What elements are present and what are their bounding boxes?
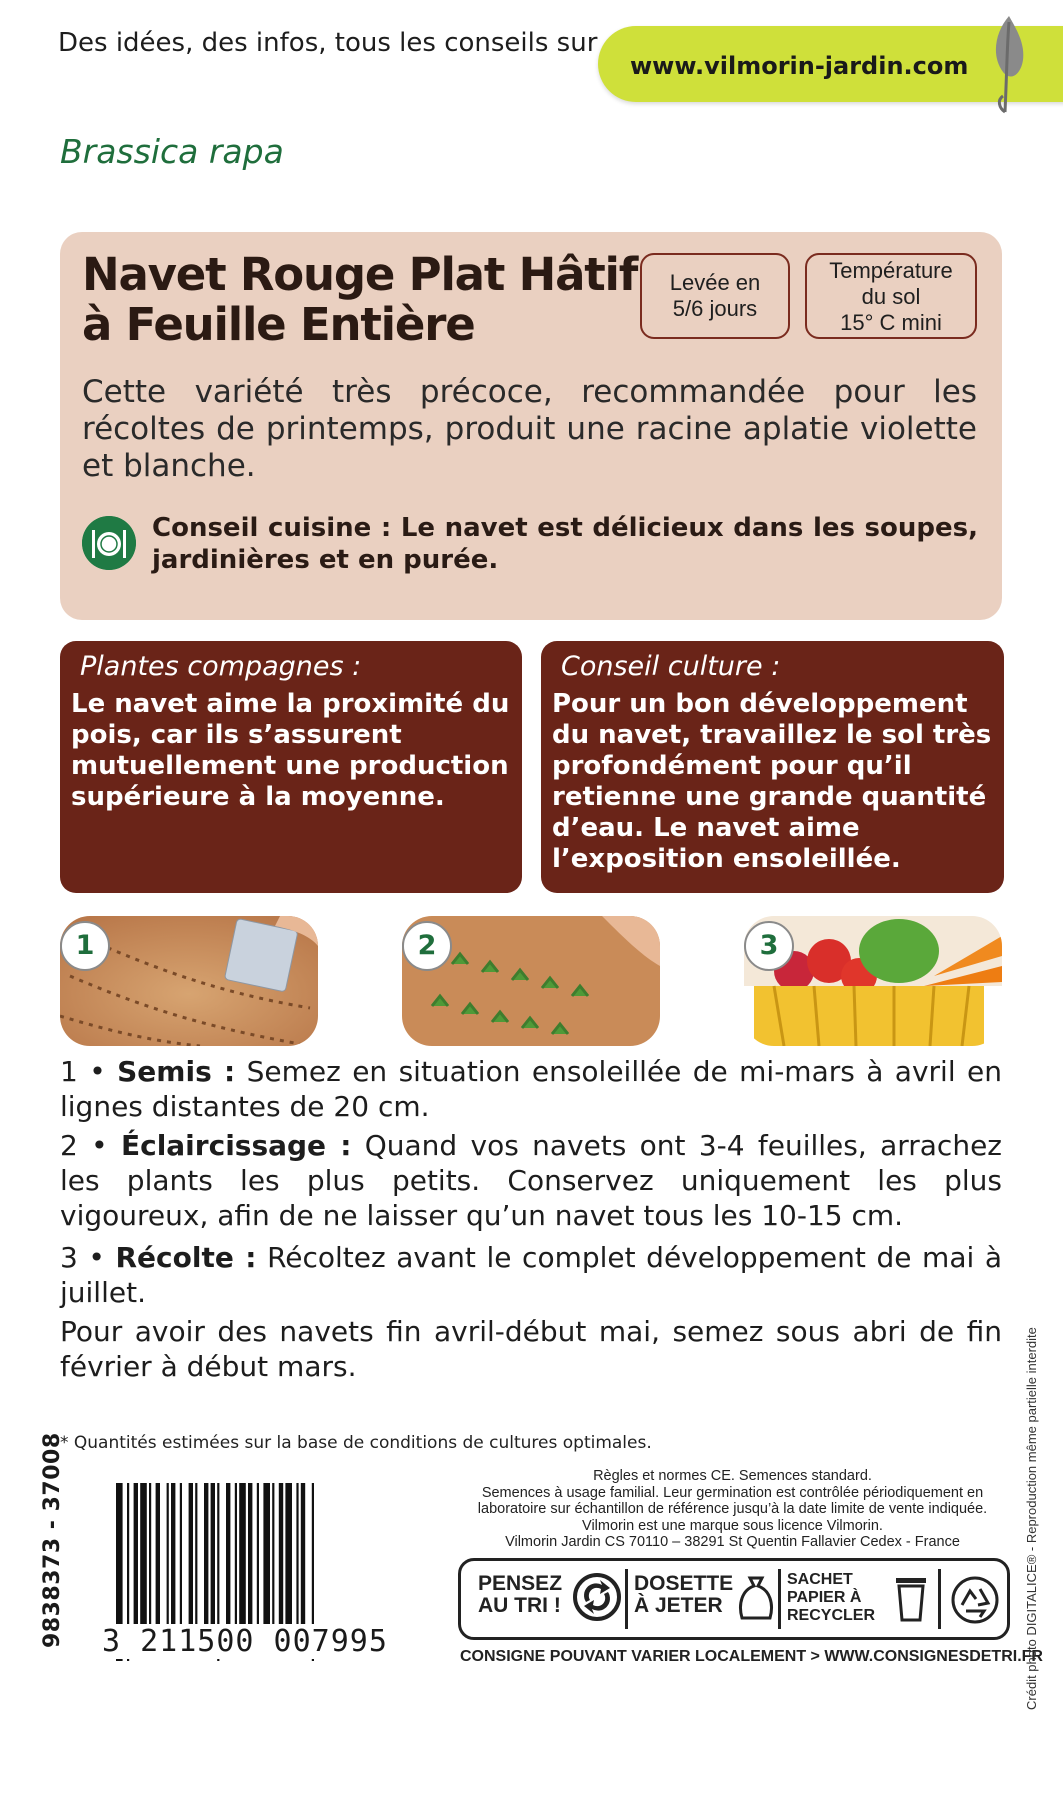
recycle-arrow-icon xyxy=(572,1572,622,1622)
website-url[interactable]: www.vilmorin-jardin.com xyxy=(630,52,969,80)
divider xyxy=(778,1569,781,1629)
sachet-instruction: SACHET PAPIER À RECYCLER xyxy=(787,1571,876,1624)
barcode-bar xyxy=(180,1483,182,1643)
step-prefix: 2 • xyxy=(60,1129,108,1162)
trash-bag-icon xyxy=(736,1574,776,1622)
barcode-bar xyxy=(301,1483,305,1643)
plate-cutlery-icon xyxy=(82,516,136,570)
bin-icon xyxy=(890,1574,932,1624)
legal-line: Règles et normes CE. Semences standard. xyxy=(593,1468,872,1484)
step-harvest xyxy=(60,1240,1002,1310)
barcode-bar xyxy=(149,1483,151,1643)
step-number: 3 xyxy=(744,921,794,971)
recycling-reminder: PENSEZ AU TRI ! xyxy=(478,1572,563,1617)
step-prefix: 3 • xyxy=(60,1241,105,1274)
badge-line: 15° C mini xyxy=(840,310,942,335)
barcode-bar xyxy=(272,1483,274,1643)
barcode-bar xyxy=(140,1483,147,1643)
barcode-bar xyxy=(171,1483,175,1643)
soil-temperature-badge xyxy=(805,253,977,339)
badge-line: du sol xyxy=(861,284,921,309)
species-name: Brassica rapa xyxy=(60,132,284,171)
photo-credit: Crédit photo DIGITALICE® - Reproduction même partielle interdite xyxy=(1024,1327,1039,1710)
badge-line: Température xyxy=(829,258,953,283)
culture-tip-panel xyxy=(541,641,1004,893)
barcode-bar xyxy=(167,1483,169,1643)
badge-line: 5/6 jours xyxy=(672,296,758,321)
barcode-bar xyxy=(195,1483,197,1643)
step-number: 2 xyxy=(402,921,452,971)
barcode-bar xyxy=(189,1483,193,1643)
vilmorin-leaf-icon xyxy=(985,12,1033,116)
barcode-bar xyxy=(235,1483,237,1643)
legal-line: Vilmorin Jardin CS 70110 – 38291 St Quentin Fallavier Cedex - France xyxy=(505,1534,960,1550)
barcode-bar xyxy=(248,1483,252,1643)
barcode-bar xyxy=(263,1483,270,1643)
barcode-bar xyxy=(279,1483,283,1643)
triman-icon xyxy=(950,1575,1000,1625)
barcode-bar xyxy=(226,1483,230,1643)
barcode-bar xyxy=(211,1483,215,1643)
companion-plants-panel xyxy=(60,641,522,893)
step-label: Semis : xyxy=(117,1055,236,1088)
barcode-number: 3 211500 007995 xyxy=(96,1624,394,1659)
step-thinning xyxy=(60,1128,1002,1233)
barcode-bar xyxy=(296,1483,298,1643)
step-label: Éclaircissage : xyxy=(120,1129,352,1162)
companion-plants-title: Plantes compagnes : xyxy=(80,651,362,682)
barcode-bar xyxy=(204,1483,208,1643)
step-label: Récolte : xyxy=(115,1241,257,1274)
legal-line: Semences à usage familial. Leur germination est contrôlée périodiquement en laboratoire sur échantillon de référence jusqu’à la date limite de vente indiquée. xyxy=(477,1484,988,1517)
header-tagline: Des idées, des infos, tous les conseils sur xyxy=(58,28,598,58)
culture-tip-title: Conseil culture : xyxy=(561,651,781,682)
step-body: Semez en situation ensoleillée de mi-mars à avril en lignes distantes de 20 cm. xyxy=(60,1055,1002,1123)
barcode-bar xyxy=(134,1483,138,1643)
barcode-bar xyxy=(156,1483,160,1643)
step-body: Quand vos navets ont 3-4 feuilles, arrachez les plants les plus petits. Conservez uniquement les plus vigoureux, afin de ne laisser qu’un navet tous les 10-15 cm. xyxy=(60,1129,1002,1232)
barcode-bar xyxy=(239,1483,246,1643)
legal-line: Vilmorin est une marque sous licence Vilmorin. xyxy=(582,1517,883,1534)
cuisine-tip: Conseil cuisine : Le navet est délicieux dans les soupes, jardinières et en purée. xyxy=(152,513,978,575)
dosette-instruction: DOSETTE À JETER xyxy=(634,1572,734,1617)
variety-title: Navet Rouge Plat Hâtif à Feuille Entière xyxy=(82,248,638,351)
barcode-bar xyxy=(285,1483,292,1643)
step-prefix: 1 • xyxy=(60,1055,106,1088)
sku-code: 9838373 - 37008 xyxy=(40,1432,65,1648)
recycling-guideline[interactable]: CONSIGNE POUVANT VARIER LOCALEMENT > WWW.CONSIGNESDETRI.FR xyxy=(460,1648,1043,1665)
step-number: 1 xyxy=(60,921,110,971)
barcode-bar xyxy=(257,1483,259,1643)
germination-badge xyxy=(640,253,790,339)
footnote: * Quantités estimées sur la base de conditions de cultures optimales. xyxy=(60,1433,652,1453)
legal-notice xyxy=(450,1468,1015,1551)
companion-plants-body: Le navet aime la proximité du pois, car ils s’assurent mutuellement une production supérieure à la moyenne. xyxy=(71,689,510,812)
divider xyxy=(625,1569,628,1629)
step-body: Récoltez avant le complet développement de mai à juillet. xyxy=(60,1241,1002,1309)
step-sowing xyxy=(60,1054,1002,1124)
badge-line: Levée en xyxy=(669,270,761,295)
divider xyxy=(938,1569,941,1629)
culture-tip-body: Pour un bon développement du navet, travaillez le sol très profondément pour qu’il retienne une grande quantité d’eau. Le navet aime l’exposition ensoleillée. xyxy=(552,689,992,874)
variety-description: Cette variété très précoce, recommandée pour les récoltes de printemps, produit une racine aplatie violette et blanche. xyxy=(82,374,977,484)
shelter-sowing-note: Pour avoir des navets fin avril-début mai, semez sous abri de fin février à début mars. xyxy=(60,1315,1002,1383)
